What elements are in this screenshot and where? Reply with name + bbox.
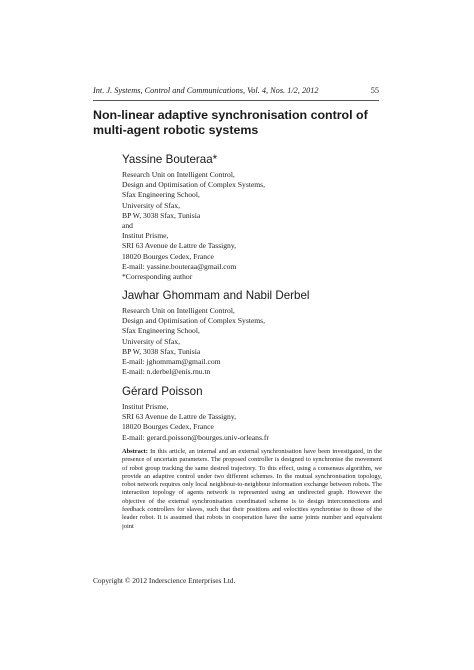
corresponding-author-note: *Corresponding author [122,272,193,282]
author-name: Jawhar Ghommam and Nabil Derbel [122,289,310,302]
affiliation-line: SRI 63 Avenue de Lattre de Tassigny, [122,412,237,422]
author-affiliation [122,402,382,443]
journal-citation: Int. J. Systems, Control and Communications, Vol. 4, Nos. 1/2, 2012 [93,86,319,95]
affiliation-line: Research Unit on Intelligent Control, [122,306,235,315]
paper-title: Non-linear adaptive synchronisation control of multi-agent robotic systems [93,108,368,137]
author-affiliation [122,306,382,377]
abstract-text: In this article, an internal and an external synchronisation have been investigated, in the presence of uncertain parameters. The proposed controller is designed to synchronise the movement of robot group tracking the same desired trajectory. To this effect, using a consensus algorithm, we provide an adaptive control under two different schemes. In the mutual synchronisation topology, robot network requires only local neighbour-to-neighbour information exchange between robots. The interaction topology of agents network is represented using an undirected graph. However the objective of the external synchronisation coordinated scheme is to design interconnections and feedback controllers for slaves, such that their positions and velocities synchronise to those of the leader robot. It is assumed that robots in cooperation have the same joints number and equivalent joint [122,448,382,530]
author-name: Gérard Poisson [122,385,203,398]
affiliation-line: 18020 Bourges Cedex, France [122,422,214,432]
author-affiliation [122,170,382,282]
email-line: E-mail: jghommam@gmail.com [122,357,221,367]
page-number: 55 [370,86,379,95]
affiliation-line: BP W, 3038 Sfax, Tunisia [122,346,201,356]
abstract-label: Abstract: [122,448,148,455]
running-header [93,86,379,95]
affiliation-line: SRI 63 Avenue de Lattre de Tassigny, [122,241,237,251]
header-rule [93,100,379,101]
affiliation-line: Design and Optimisation of Complex Systems, [122,180,266,190]
email-line: E-mail: gerard.poisson@bourges.univ-orleans.fr [122,432,269,442]
affiliation-line: Research Unit on Intelligent Control, [122,170,235,179]
author-name: Yassine Bouteraa* [122,153,218,166]
copyright-notice: Copyright © 2012 Inderscience Enterprises Ltd. [93,576,236,585]
email-line: E-mail: yassine.bouteraa@gmail.com [122,261,237,271]
affiliation-line: University of Sfax, [122,200,180,210]
abstract [122,448,382,581]
affiliation-line: Sfax Engineering School, [122,190,200,200]
affiliation-line: Design and Optimisation of Complex Systems, [122,316,266,326]
affiliation-line: University of Sfax, [122,336,180,346]
email-line: E-mail: n.derbel@enis.rnu.tn [122,367,211,377]
affiliation-line: Sfax Engineering School, [122,326,200,336]
affiliation-line: BP W, 3038 Sfax, Tunisia [122,210,201,220]
affiliation-line: Institut Prisme, [122,402,169,411]
affiliation-line: Institut Prisme, [122,231,169,241]
affiliation-line: 18020 Bourges Cedex, France [122,251,214,261]
affiliation-line: and [122,221,133,231]
